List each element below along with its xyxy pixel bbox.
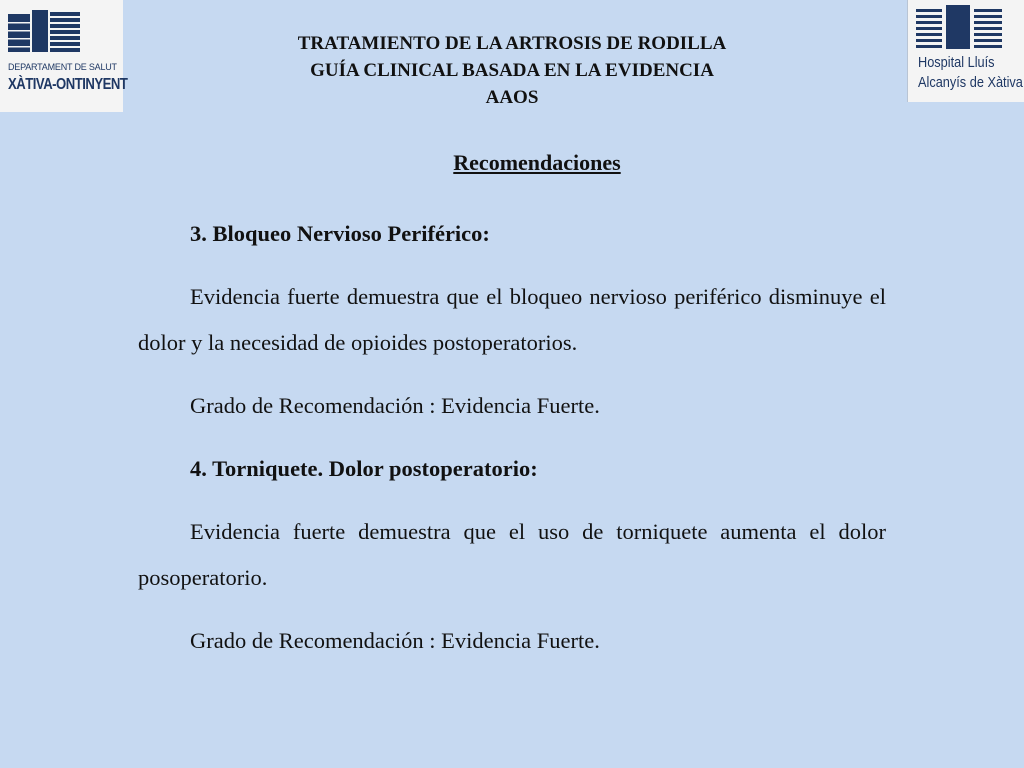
item-3-grade: Grado de Recomendación : Evidencia Fuerte. xyxy=(190,393,600,418)
header-line-2: GUÍA CLINICAL BASADA EN LA EVIDENCIA xyxy=(310,60,714,81)
logo-left-line1: DEPARTAMENT DE SALUT xyxy=(8,62,117,72)
item-4-grade: Grado de Recomendación : Evidencia Fuerte. xyxy=(190,628,600,653)
logo-right-line1: Hospital Lluís xyxy=(918,54,995,71)
slide-header xyxy=(200,30,824,111)
building-icon xyxy=(916,5,1002,51)
logo-right-line2: Alcanyís de Xàtiva xyxy=(918,74,1023,91)
logo-departament-salut xyxy=(0,0,128,112)
logo-left-line2: XÀTIVA-ONTINYENT xyxy=(8,76,128,93)
item-4-text: Evidencia fuerte demuestra que el uso de torniquete aumenta el dolor posoperatorio. xyxy=(138,519,886,590)
header-line-1: TRATAMIENTO DE LA ARTROSIS DE RODILLA xyxy=(297,33,727,54)
header-line-3: AAOS xyxy=(485,87,539,108)
section-title: Recomendaciones xyxy=(453,150,621,175)
item-4-heading: 4. Torniquete. Dolor postoperatorio: xyxy=(190,456,538,481)
item-3-text: Evidencia fuerte demuestra que el bloqueo nervioso periférico disminuye el dolor y la necesidad de opioides postoperatorios. xyxy=(138,284,886,355)
item-3-heading: 3. Bloqueo Nervioso Periférico: xyxy=(190,221,490,246)
logo-hospital xyxy=(907,0,1024,102)
slide-content xyxy=(138,211,886,681)
building-icon xyxy=(8,8,80,54)
